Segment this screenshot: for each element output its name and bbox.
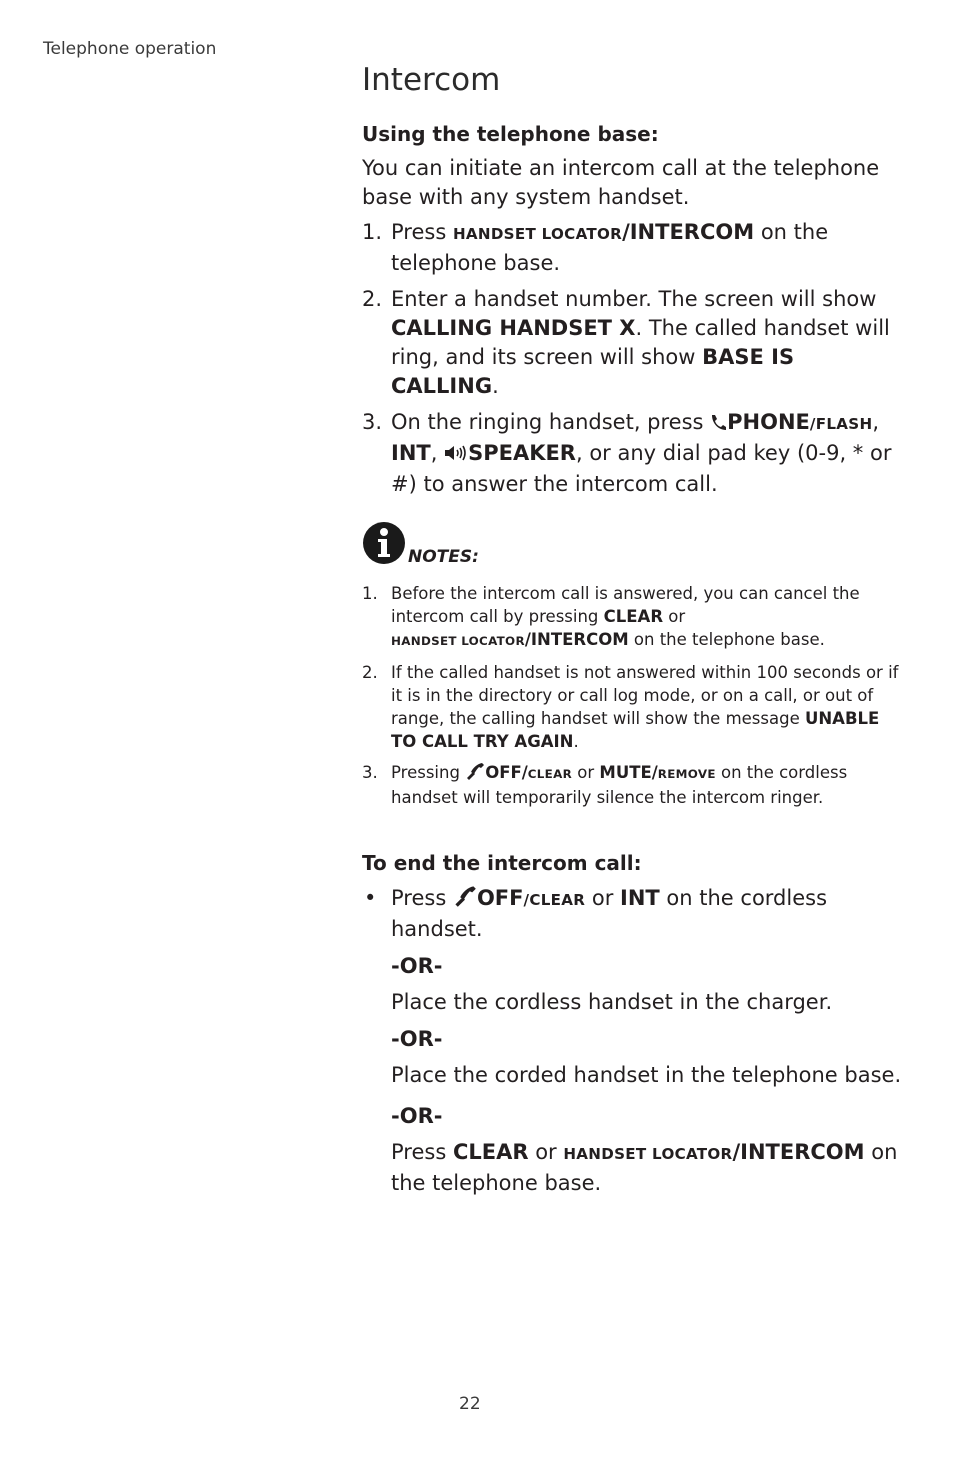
screen-message: CALLING HANDSET X (391, 316, 636, 340)
note-number: 1. (362, 584, 378, 603)
option-charger: Place the cordless handset in the charger. (391, 990, 833, 1014)
phone-icon (710, 410, 727, 439)
key-label: HANDSET LOCATOR (391, 634, 525, 648)
speaker-icon (444, 441, 468, 470)
or-separator: -OR- (391, 1104, 443, 1128)
base-intro: You can initiate an intercom call at the telephone base with any system handset. (362, 156, 880, 209)
option-clear: Press CLEAR or HANDSET LOCATOR/INTERCOM on the telephone base. (391, 1140, 898, 1195)
end-heading: To end the intercom call: (362, 851, 642, 875)
note-2: 2. If the called handset is not answered within 100 seconds or if it is in the directory or call log mode, or on a call, or out of range, the calling handset will show the message UNABLE TO CALL TRY AGAIN. (362, 663, 899, 751)
page-number: 22 (459, 1394, 481, 1414)
step-number: 2. (362, 287, 383, 311)
key-label: CLEAR (603, 607, 664, 626)
base-steps (362, 218, 907, 499)
screen-message: UNABLE TO CALL TRY AGAIN (391, 709, 880, 751)
key-label: /FLASH (809, 415, 873, 433)
option-corded: Place the corded handset in the telephone base. (391, 1063, 902, 1087)
key-label: /CLEAR (523, 891, 586, 909)
note-1: 1. Before the intercom call is answered, you can cancel the intercom call by pressing CLEAR or HANDSET LOCATOR/INTERCOM on the telephone base. (362, 584, 860, 649)
or-separator: -OR- (391, 1027, 443, 1051)
off-handset-icon (453, 885, 477, 915)
step-number: 1. (362, 220, 383, 244)
step-number: 3. (362, 410, 383, 434)
key-label: PHONE (727, 410, 810, 434)
key-label: HANDSET LOCATOR (563, 1145, 733, 1163)
end-bullet: • Press OFF/CLEAR or INT on the cordless handset. (364, 886, 828, 941)
key-label: HANDSET LOCATOR (452, 225, 623, 243)
key-label: INT (391, 441, 431, 465)
base-heading: Using the telephone base: (362, 122, 659, 146)
key-label: SPEAKER (468, 441, 576, 465)
key-label: MUTE/ (599, 763, 658, 782)
key-label: /INTERCOM (524, 630, 629, 649)
section-header: Telephone operation (43, 39, 217, 59)
key-label: INT (620, 886, 660, 910)
key-label: OFF (476, 886, 524, 910)
notes-header (362, 521, 907, 567)
notes-list (362, 582, 907, 809)
step-2: 2. Enter a handset number. The screen will show CALLING HANDSET X. The called handset will ring, and its screen will show BASE IS CALLING. (362, 287, 890, 398)
note-3: 3. Pressing OFF/CLEAR or MUTE/REMOVE on the cordless handset will temporarily silence the intercom ringer. (362, 763, 848, 807)
bullet-mark: • (364, 886, 377, 910)
page-title: Intercom (362, 62, 501, 98)
note-number: 3. (362, 763, 378, 782)
key-label: /INTERCOM (732, 1140, 865, 1164)
key-label: REMOVE (657, 767, 716, 781)
screen-message: BASE IS CALLING (391, 345, 795, 398)
key-label: CLEAR (452, 1140, 529, 1164)
main-content (362, 120, 907, 1198)
key-label: OFF/ (485, 763, 528, 782)
off-handset-icon (465, 762, 485, 786)
info-icon (362, 521, 406, 569)
key-label: CLEAR (527, 767, 573, 781)
step-1: 1. Press HANDSET LOCATOR/INTERCOM on the telephone base. (362, 220, 829, 275)
notes-label: NOTES: (408, 547, 479, 567)
key-label: /INTERCOM (622, 220, 755, 244)
step-3: 3. On the ringing handset, press PHONE/FLASH, INT, SPEAKER, or any dial pad key (0-9, * or #) to answer the intercom call. (362, 410, 892, 496)
or-separator: -OR- (391, 954, 443, 978)
note-number: 2. (362, 663, 378, 682)
